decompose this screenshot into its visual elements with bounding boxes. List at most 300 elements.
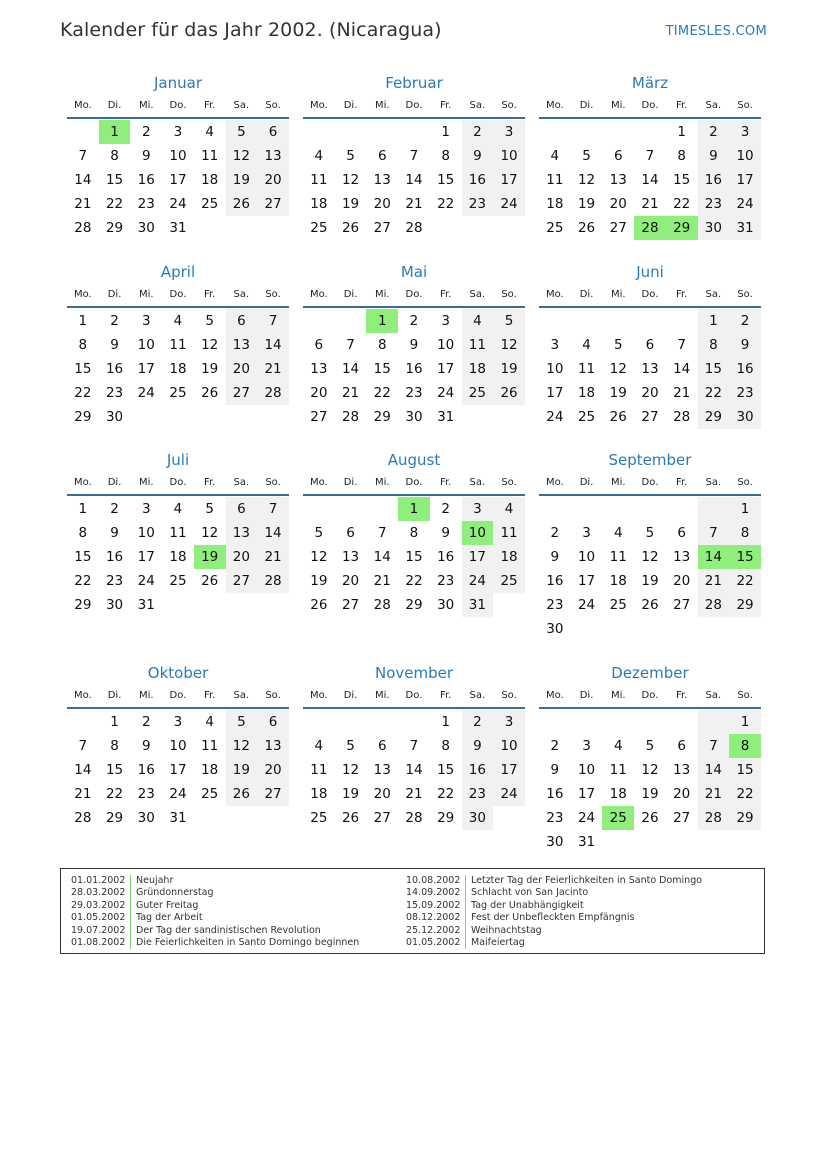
holiday-day-cell: 8 — [729, 734, 761, 758]
month-mai — [303, 261, 525, 429]
weekday-label: So. — [737, 690, 753, 701]
legend-holiday-name: Guter Freitag — [136, 899, 199, 911]
weekday-label: So. — [501, 690, 517, 701]
month-name: September — [608, 451, 692, 469]
month-name: Juli — [166, 451, 190, 469]
empty-cell — [602, 710, 634, 734]
day-cell: 3 — [550, 337, 560, 353]
empty-cell — [303, 497, 335, 521]
weekday-label: So. — [265, 690, 281, 701]
day-cell: 10 — [169, 738, 187, 754]
weekday-label: Fr. — [439, 100, 452, 111]
weekday-label: Di. — [107, 477, 122, 488]
month-november — [303, 662, 525, 830]
day-cell: 27 — [341, 597, 360, 613]
legend-holiday-name: Fest der Unbefleckten Empfängnis — [471, 912, 635, 924]
day-cell: 18 — [609, 786, 627, 802]
month-name: Mai — [400, 263, 428, 281]
legend-date: 10.08.2002 — [406, 875, 466, 887]
day-cell: 14 — [405, 172, 423, 188]
day-cell: 2 — [110, 313, 119, 329]
day-cell: 1 — [729, 710, 761, 734]
weekday-label: Di. — [343, 289, 358, 300]
day-cell: 17 — [546, 385, 564, 401]
day-cell: 21 — [373, 573, 391, 589]
holiday-day-cell: 19 — [194, 545, 226, 569]
day-cell: 23 — [462, 782, 494, 806]
day-cell: 2 — [462, 710, 494, 734]
day-cell: 21 — [74, 196, 92, 212]
empty-cell — [602, 120, 634, 144]
day-cell: 4 — [550, 148, 560, 164]
day-cell: 3 — [141, 501, 151, 517]
day-cell: 9 — [698, 144, 730, 168]
day-cell: 31 — [169, 810, 187, 826]
day-cell: 12 — [226, 734, 258, 758]
holiday-legend — [60, 868, 765, 954]
weekday-label: Mi. — [374, 100, 390, 111]
weekday-label: Do. — [641, 477, 659, 488]
day-cell: 22 — [105, 196, 124, 212]
day-cell: 19 — [310, 573, 328, 589]
day-cell: 19 — [226, 758, 258, 782]
day-cell: 13 — [673, 549, 691, 565]
day-cell: 24 — [137, 385, 155, 401]
day-cell: 20 — [673, 786, 691, 802]
holiday-day-cell: 1 — [366, 309, 398, 333]
empty-cell — [366, 497, 398, 521]
day-cell: 14 — [641, 172, 659, 188]
day-cell: 21 — [641, 196, 659, 212]
day-cell: 26 — [226, 782, 258, 806]
weekday-label: Do. — [641, 100, 659, 111]
empty-cell — [539, 497, 571, 521]
day-cell: 12 — [201, 337, 219, 353]
legend-holiday-name: Letzter Tag der Feierlichkeiten in Santo Domingo — [471, 875, 703, 886]
empty-cell — [539, 120, 571, 144]
day-cell: 17 — [493, 168, 525, 192]
day-cell: 14 — [405, 762, 423, 778]
day-cell: 29 — [105, 810, 124, 826]
day-cell: 2 — [550, 525, 560, 541]
weekday-label: Fr. — [203, 100, 216, 111]
legend-date: 25.12.2002 — [406, 925, 466, 937]
day-cell: 26 — [609, 409, 627, 425]
empty-cell — [67, 120, 99, 144]
legend-column-left — [71, 875, 359, 949]
empty-cell — [634, 710, 666, 734]
weekday-label: Di. — [343, 690, 358, 701]
day-cell: 26 — [577, 220, 596, 236]
day-cell: 29 — [729, 806, 761, 830]
day-cell: 13 — [257, 734, 289, 758]
day-cell: 9 — [462, 734, 494, 758]
day-cell: 3 — [729, 120, 761, 144]
day-cell: 19 — [226, 168, 258, 192]
legend-row — [71, 937, 359, 949]
day-cell: 22 — [405, 573, 423, 589]
day-cell: 10 — [493, 144, 525, 168]
day-cell: 5 — [645, 738, 655, 754]
legend-row — [406, 912, 702, 924]
day-cell: 17 — [137, 549, 155, 565]
weekday-label: Mo. — [73, 289, 92, 300]
empty-cell — [539, 710, 571, 734]
day-cell: 15 — [105, 172, 124, 188]
weekday-label: Mo. — [309, 477, 328, 488]
day-cell: 7 — [257, 309, 289, 333]
day-cell: 20 — [257, 758, 289, 782]
empty-cell — [634, 309, 666, 333]
day-cell: 7 — [698, 521, 730, 545]
weekday-label: Di. — [579, 690, 594, 701]
day-cell: 30 — [137, 220, 155, 236]
legend-date: 01.01.2002 — [71, 875, 131, 887]
month-name: August — [387, 451, 441, 469]
day-cell: 14 — [74, 172, 92, 188]
day-cell: 5 — [346, 148, 355, 164]
empty-cell — [666, 309, 698, 333]
day-cell: 12 — [493, 333, 525, 357]
day-cell: 15 — [698, 357, 730, 381]
weekday-label: Mo. — [545, 477, 564, 488]
day-cell: 21 — [405, 196, 423, 212]
day-cell: 22 — [74, 385, 92, 401]
day-cell: 17 — [169, 172, 187, 188]
weekday-header — [303, 472, 525, 496]
day-cell: 24 — [437, 385, 455, 401]
day-cell: 9 — [141, 148, 151, 164]
day-cell: 28 — [698, 593, 730, 617]
day-cell: 3 — [493, 710, 525, 734]
day-cell: 19 — [341, 786, 360, 802]
weekday-label: So. — [737, 100, 753, 111]
day-cell: 18 — [546, 196, 564, 212]
day-grid — [67, 120, 289, 240]
empty-cell — [634, 497, 666, 521]
day-cell: 2 — [141, 124, 151, 140]
day-cell: 9 — [550, 762, 560, 778]
day-cell: 18 — [462, 357, 494, 381]
weekday-header — [67, 284, 289, 308]
day-cell: 5 — [205, 313, 214, 329]
weekday-label: Do. — [641, 289, 659, 300]
holiday-day-cell: 10 — [462, 521, 494, 545]
day-grid — [67, 309, 289, 429]
weekday-header — [67, 472, 289, 496]
day-cell: 15 — [74, 549, 92, 565]
month-januar — [67, 72, 289, 240]
day-cell: 23 — [105, 385, 124, 401]
empty-cell — [602, 497, 634, 521]
day-cell: 18 — [169, 361, 187, 377]
legend-row — [406, 937, 702, 949]
day-cell: 27 — [226, 381, 258, 405]
legend-date: 01.08.2002 — [71, 937, 131, 949]
legend-row — [406, 900, 702, 912]
day-cell: 11 — [201, 738, 219, 754]
day-cell: 18 — [310, 786, 328, 802]
legend-date: 01.05.2002 — [71, 912, 131, 924]
month-dezember — [539, 662, 761, 854]
weekday-label: Mo. — [309, 289, 328, 300]
day-cell: 23 — [546, 810, 564, 826]
legend-holiday-name: Gründonnerstag — [136, 887, 214, 899]
holiday-day-cell: 25 — [602, 806, 634, 830]
brand-link[interactable]: TIMESLES.COM — [665, 24, 767, 39]
day-cell: 11 — [609, 549, 627, 565]
day-cell: 8 — [78, 337, 88, 353]
weekday-label: Fr. — [675, 690, 688, 701]
day-cell: 7 — [698, 734, 730, 758]
day-cell: 30 — [698, 216, 730, 240]
legend-date: 28.03.2002 — [71, 887, 131, 899]
day-cell: 22 — [729, 569, 761, 593]
empty-cell — [366, 120, 398, 144]
day-cell: 14 — [257, 521, 289, 545]
day-grid — [303, 120, 525, 240]
weekday-header — [303, 685, 525, 709]
legend-holiday-name: Weihnachtstag — [471, 924, 542, 936]
day-cell: 25 — [546, 220, 564, 236]
day-grid — [303, 497, 525, 617]
day-cell: 13 — [310, 361, 328, 377]
day-cell: 12 — [310, 549, 328, 565]
weekday-label: Mo. — [309, 690, 328, 701]
day-cell: 24 — [462, 569, 494, 593]
day-cell: 2 — [441, 501, 450, 517]
page-title: Kalender für das Jahr 2002. (Nicaragua) — [60, 19, 442, 41]
day-cell: 26 — [226, 192, 258, 216]
day-cell: 29 — [74, 597, 92, 613]
day-cell: 2 — [729, 309, 761, 333]
legend-date: 19.07.2002 — [71, 925, 131, 937]
weekday-label: Mo. — [545, 289, 564, 300]
day-cell: 28 — [341, 409, 360, 425]
weekday-label: Fr. — [203, 289, 216, 300]
day-grid — [539, 309, 761, 429]
day-cell: 7 — [677, 337, 686, 353]
day-cell: 6 — [226, 309, 258, 333]
legend-row — [406, 875, 702, 887]
day-cell: 26 — [341, 810, 360, 826]
day-cell: 23 — [546, 597, 564, 613]
day-grid — [67, 497, 289, 617]
weekday-label: So. — [265, 289, 281, 300]
legend-date: 08.12.2002 — [406, 912, 466, 924]
day-cell: 20 — [257, 168, 289, 192]
weekday-label: Sa. — [233, 100, 250, 111]
month-name: Februar — [385, 74, 443, 92]
day-cell: 8 — [78, 525, 88, 541]
day-cell: 19 — [609, 385, 627, 401]
day-cell: 27 — [257, 782, 289, 806]
day-cell: 1 — [441, 714, 450, 730]
day-cell: 2 — [462, 120, 494, 144]
weekday-label: Do. — [169, 289, 187, 300]
weekday-label: Sa. — [469, 289, 486, 300]
empty-cell — [698, 710, 730, 734]
day-cell: 5 — [613, 337, 623, 353]
empty-cell — [666, 710, 698, 734]
day-cell: 16 — [105, 361, 124, 377]
weekday-label: Sa. — [705, 477, 722, 488]
day-cell: 4 — [173, 501, 183, 517]
legend-row — [406, 887, 702, 899]
weekday-label: Fr. — [439, 289, 452, 300]
day-cell: 16 — [437, 549, 455, 565]
day-cell: 7 — [409, 738, 419, 754]
day-cell: 9 — [462, 144, 494, 168]
day-cell: 13 — [609, 172, 627, 188]
day-cell: 4 — [314, 738, 324, 754]
day-cell: 25 — [169, 573, 187, 589]
day-cell: 18 — [201, 762, 219, 778]
day-cell: 7 — [78, 738, 88, 754]
day-cell: 18 — [609, 573, 627, 589]
day-cell: 8 — [729, 521, 761, 545]
weekday-label: Fr. — [675, 477, 688, 488]
weekday-label: Mo. — [73, 100, 92, 111]
day-cell: 1 — [677, 124, 686, 140]
day-cell: 6 — [314, 337, 324, 353]
day-cell: 31 — [462, 593, 494, 617]
day-cell: 10 — [169, 148, 187, 164]
weekday-label: Do. — [641, 690, 659, 701]
empty-cell — [335, 710, 367, 734]
weekday-label: So. — [265, 477, 281, 488]
month-märz — [539, 72, 761, 240]
day-cell: 8 — [409, 525, 419, 541]
day-cell: 27 — [609, 220, 627, 236]
day-cell: 3 — [173, 124, 183, 140]
day-cell: 1 — [78, 313, 88, 329]
weekday-header — [303, 95, 525, 119]
day-cell: 8 — [110, 148, 119, 164]
day-cell: 24 — [169, 196, 187, 212]
weekday-label: Di. — [107, 100, 122, 111]
weekday-label: Fr. — [439, 477, 452, 488]
month-juli — [67, 449, 289, 617]
day-cell: 21 — [405, 786, 423, 802]
day-grid — [303, 710, 525, 830]
weekday-header — [539, 472, 761, 496]
weekday-label: Mi. — [138, 477, 154, 488]
empty-cell — [539, 309, 571, 333]
day-cell: 16 — [405, 361, 423, 377]
day-cell: 25 — [169, 385, 187, 401]
day-grid — [539, 710, 761, 854]
day-cell: 19 — [577, 196, 596, 212]
day-cell: 20 — [373, 196, 391, 212]
weekday-header — [539, 95, 761, 119]
weekday-label: So. — [737, 289, 753, 300]
day-cell: 18 — [201, 172, 219, 188]
month-name: März — [631, 74, 669, 92]
day-cell: 1 — [729, 497, 761, 521]
empty-cell — [335, 497, 367, 521]
day-cell: 23 — [729, 381, 761, 405]
day-cell: 4 — [582, 337, 591, 353]
legend-row — [71, 912, 359, 924]
day-cell: 28 — [405, 810, 423, 826]
weekday-label: Do. — [405, 100, 423, 111]
day-cell: 27 — [226, 569, 258, 593]
weekday-label: Sa. — [705, 289, 722, 300]
day-cell: 14 — [673, 361, 691, 377]
weekday-label: Mi. — [610, 100, 626, 111]
legend-holiday-name: Tag der Unabhängigkeit — [471, 899, 584, 911]
weekday-label: Mo. — [73, 690, 92, 701]
day-cell: 23 — [437, 573, 455, 589]
day-cell: 30 — [546, 621, 564, 637]
day-cell: 29 — [437, 810, 455, 826]
day-cell: 29 — [698, 405, 730, 429]
weekday-label: Fr. — [675, 100, 688, 111]
day-cell: 24 — [546, 409, 564, 425]
day-cell: 22 — [74, 573, 92, 589]
day-cell: 10 — [137, 525, 155, 541]
day-cell: 27 — [673, 597, 691, 613]
day-cell: 10 — [729, 144, 761, 168]
empty-cell — [366, 710, 398, 734]
day-cell: 12 — [641, 762, 659, 778]
weekday-label: Do. — [405, 690, 423, 701]
day-cell: 31 — [577, 834, 596, 850]
day-cell: 4 — [462, 309, 494, 333]
day-cell: 19 — [201, 361, 219, 377]
weekday-label: Do. — [405, 477, 423, 488]
weekday-label: Sa. — [705, 690, 722, 701]
weekday-label: Fr. — [439, 690, 452, 701]
day-cell: 31 — [729, 216, 761, 240]
day-cell: 28 — [673, 409, 691, 425]
day-cell: 30 — [405, 409, 423, 425]
day-cell: 3 — [582, 525, 591, 541]
day-cell: 3 — [462, 497, 494, 521]
day-cell: 11 — [546, 172, 564, 188]
day-cell: 1 — [441, 124, 450, 140]
weekday-label: Di. — [579, 100, 594, 111]
day-cell: 18 — [310, 196, 328, 212]
day-cell: 5 — [582, 148, 591, 164]
day-cell: 8 — [441, 738, 450, 754]
holiday-day-cell: 1 — [99, 120, 131, 144]
day-cell: 28 — [405, 220, 423, 236]
day-cell: 20 — [609, 196, 627, 212]
day-cell: 22 — [729, 782, 761, 806]
weekday-label: Sa. — [233, 477, 250, 488]
weekday-label: Do. — [169, 100, 187, 111]
day-cell: 11 — [201, 148, 219, 164]
day-cell: 6 — [613, 148, 623, 164]
day-cell: 16 — [698, 168, 730, 192]
day-cell: 28 — [74, 220, 92, 236]
empty-cell — [602, 309, 634, 333]
day-cell: 16 — [105, 549, 124, 565]
day-cell: 26 — [201, 385, 219, 401]
day-cell: 21 — [341, 385, 360, 401]
weekday-label: Fr. — [203, 477, 216, 488]
day-cell: 15 — [373, 361, 391, 377]
day-cell: 10 — [577, 762, 596, 778]
day-cell: 22 — [105, 786, 124, 802]
day-cell: 24 — [169, 786, 187, 802]
day-cell: 29 — [405, 597, 423, 613]
day-cell: 4 — [613, 525, 623, 541]
empty-cell — [398, 120, 430, 144]
day-cell: 29 — [74, 409, 92, 425]
